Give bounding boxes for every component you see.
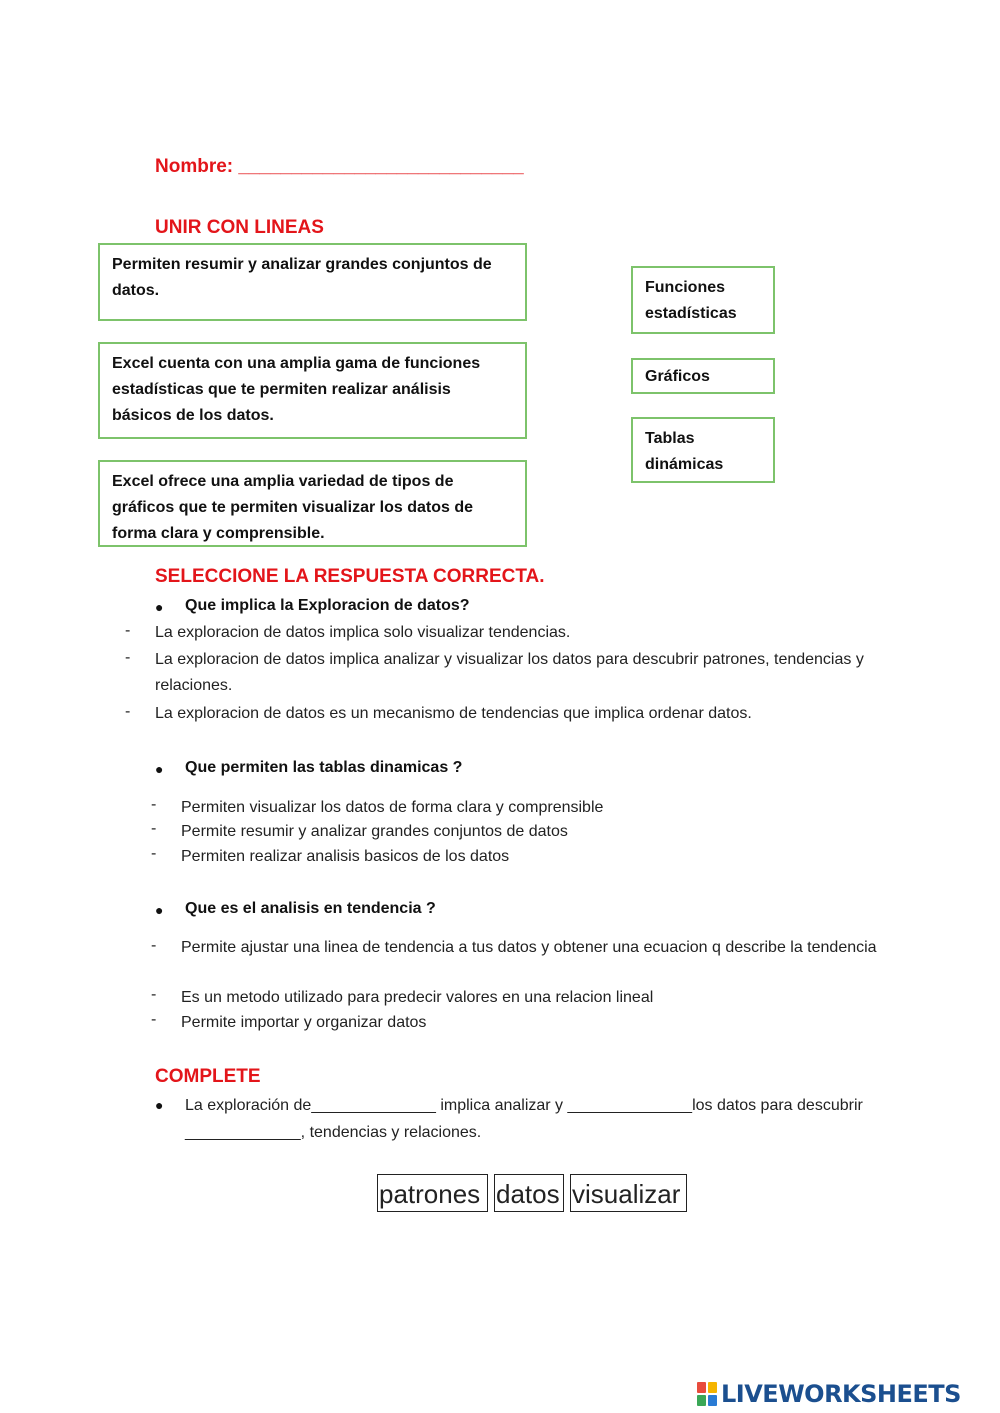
question-2-option-3[interactable]: Permiten realizar analisis basicos de los datos <box>181 848 510 865</box>
logo-block-yellow <box>708 1382 717 1393</box>
match-left-box-3[interactable]: Excel ofrece una amplia variedad de tipos de gráficos que te permiten visualizar los datos de forma clara y comprensible. <box>98 460 527 547</box>
question-1: Que implica la Exploracion de datos? <box>185 597 470 614</box>
match-left-box-1[interactable]: Permiten resumir y analizar grandes conjuntos de datos. <box>98 243 527 321</box>
liveworksheets-logo <box>697 1380 961 1408</box>
bullet-icon: ● <box>155 761 164 777</box>
word-bank-visualizar[interactable]: visualizar <box>570 1174 687 1212</box>
question-1-option-2[interactable]: La exploracion de datos implica analizar y visualizar los datos para descubrir patrones, tendencias y relaciones. <box>155 651 864 694</box>
dash-icon: - <box>151 796 157 813</box>
question-3-option-2[interactable]: Es un metodo utilizado para predecir valores en una relacion lineal <box>181 989 654 1006</box>
question-3: Que es el analisis en tendencia ? <box>185 900 436 917</box>
match-left-box-2[interactable]: Excel cuenta con una amplia gama de funciones estadísticas que te permiten realizar análisis básicos de los datos. <box>98 342 527 439</box>
question-2-option-1[interactable]: Permiten visualizar los datos de forma clara y comprensible <box>181 799 604 816</box>
bullet-icon: ● <box>155 902 164 918</box>
dash-icon: - <box>151 986 157 1003</box>
question-1-option-3[interactable]: La exploracion de datos es un mecanismo de tendencias que implica ordenar datos. <box>155 705 752 722</box>
question-2: Que permiten las tablas dinamicas ? <box>185 759 463 776</box>
logo-block-green <box>697 1395 706 1406</box>
dash-icon: - <box>125 649 131 666</box>
dash-icon: - <box>151 937 157 954</box>
bullet-icon: ● <box>155 1097 164 1113</box>
question-3-option-1[interactable]: Permite ajustar una linea de tendencia a tus datos y obtener una ecuacion q describe la tendencia <box>181 939 877 956</box>
logo-blocks-icon <box>697 1382 717 1406</box>
match-section-title: UNIR CON LINEAS <box>155 217 324 238</box>
select-section-title: SELECCIONE LA RESPUESTA CORRECTA. <box>155 566 545 587</box>
dash-icon: - <box>125 703 131 720</box>
match-right-box-funciones[interactable]: Funciones estadísticas <box>631 266 775 334</box>
complete-section-title: COMPLETE <box>155 1066 261 1087</box>
name-label: Nombre: ___________________________ <box>155 156 524 177</box>
question-3-option-3[interactable]: Permite importar y organizar datos <box>181 1014 427 1031</box>
complete-sentence: La exploración de______________ implica analizar y ______________los datos para descubrir _____________, tendencias y relaciones. <box>185 1097 863 1141</box>
match-right-box-tablas[interactable]: Tablas dinámicas <box>631 417 775 483</box>
dash-icon: - <box>125 622 131 639</box>
dash-icon: - <box>151 1011 157 1028</box>
dash-icon: - <box>151 820 157 837</box>
word-bank-patrones[interactable]: patrones <box>377 1174 488 1212</box>
logo-text: LIVEWORKSHEETS <box>721 1380 961 1408</box>
logo-block-blue <box>708 1395 717 1406</box>
word-bank-datos[interactable]: datos <box>494 1174 564 1212</box>
logo-block-red <box>697 1382 706 1393</box>
match-right-box-graficos[interactable]: Gráficos <box>631 358 775 394</box>
question-1-option-1[interactable]: La exploracion de datos implica solo visualizar tendencias. <box>155 624 571 641</box>
dash-icon: - <box>151 845 157 862</box>
question-2-option-2[interactable]: Permite resumir y analizar grandes conjuntos de datos <box>181 823 568 840</box>
bullet-icon: ● <box>155 599 164 615</box>
